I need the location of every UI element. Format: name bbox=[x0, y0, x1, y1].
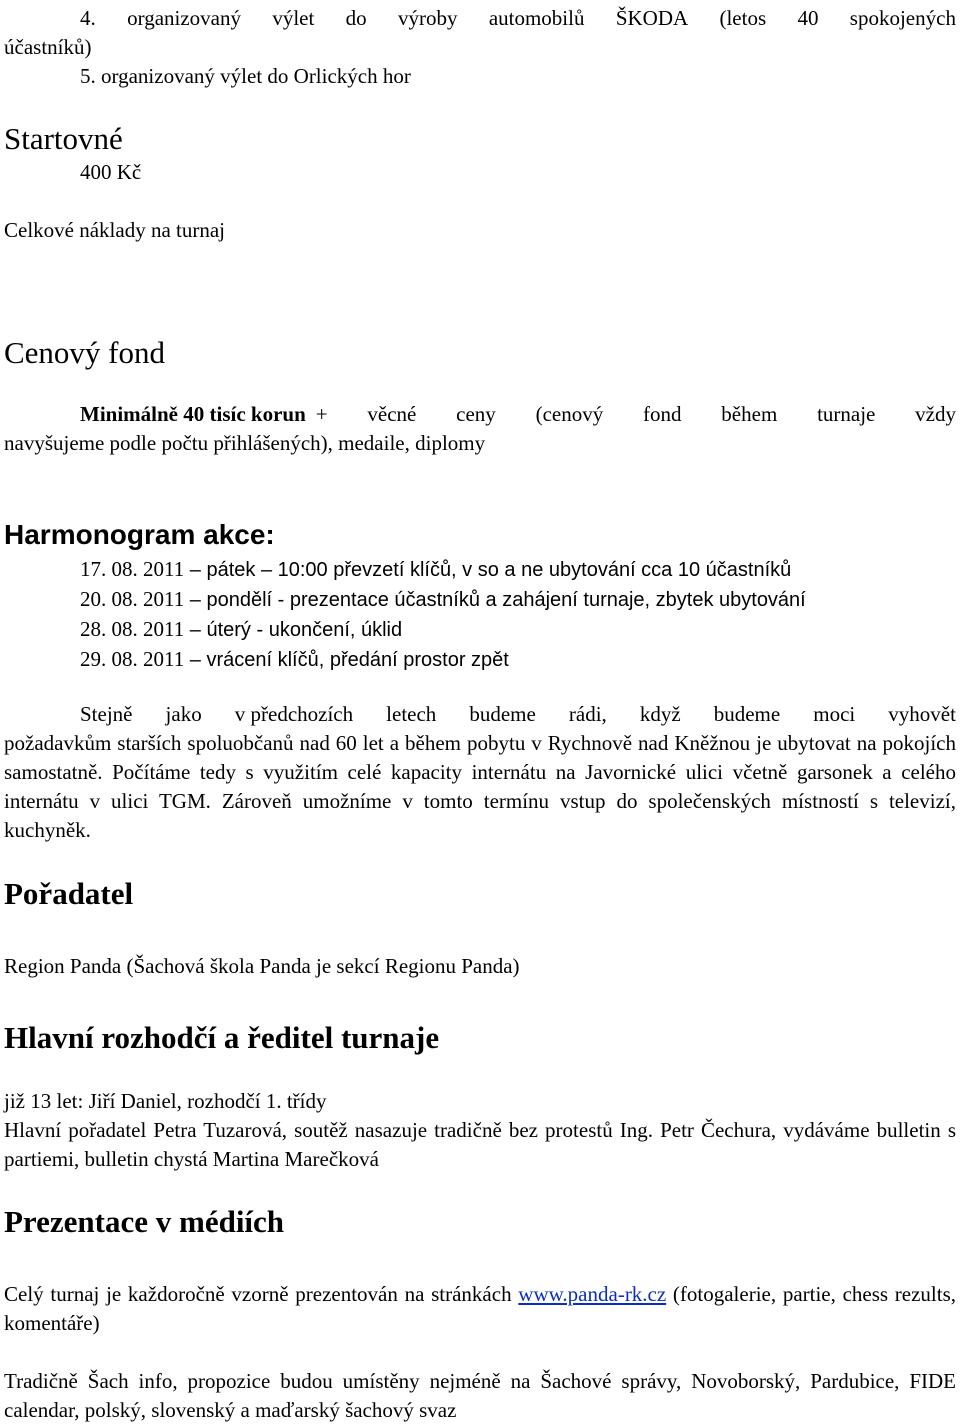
schedule-row bbox=[80, 645, 956, 675]
line1-rest: + věcné ceny (cenový fond během turnaje vždy bbox=[315, 402, 956, 426]
schedule-text: – pátek – 10:00 převzetí klíčů, v so a ne ubytování cca 10 účastníků bbox=[184, 559, 792, 581]
word: výlet bbox=[272, 6, 315, 30]
schedule-date: 17. 08. 2011 bbox=[80, 557, 185, 581]
word: když bbox=[639, 702, 681, 726]
cenovy-fond-heading: Cenový fond bbox=[4, 335, 166, 370]
word: 4. bbox=[80, 6, 96, 30]
min-amount: Minimálně 40 tisíc korun bbox=[80, 402, 306, 426]
trip-item-4-line2: účastníků) bbox=[4, 35, 92, 59]
media-text-after: (fotogalerie, partie, chess rezults, komentáře) bbox=[4, 1282, 957, 1335]
word: výroby bbox=[397, 6, 458, 30]
word: Stejně bbox=[80, 702, 133, 726]
media-text-before: Celý turnaj je každoročně vzorně prezentován na stránkách bbox=[4, 1282, 519, 1306]
costs-label: Celkové náklady na turnaj bbox=[4, 218, 226, 242]
word: (letos bbox=[719, 6, 767, 30]
schedule-row bbox=[80, 585, 956, 615]
harmonogram-list bbox=[4, 555, 956, 675]
word: organizovaný bbox=[127, 6, 241, 30]
poradatel-text: Region Panda (Šachová škola Panda je sekcí Regionu Panda) bbox=[4, 954, 520, 978]
word: budeme bbox=[713, 702, 781, 726]
schedule-text: – vrácení klíčů, předání prostor zpět bbox=[184, 649, 509, 671]
cenovy-fond-text bbox=[4, 400, 956, 458]
word: ŠKODA bbox=[615, 6, 689, 30]
word: rádi, bbox=[568, 702, 607, 726]
seniors-rest: požadavkům starších spoluobčanů nad 60 let a během pobytu v Rychnově nad Kněžnou je ubytovat na pokojích samostatně. Počítáme tedy s využitím celé kapacity internátu na Javornické ulici včetně garsonek a celého internátu v ulici TGM. Zároveň umožníme v tomto termínu vstup do společenských místností s televizí, kuchyněk. bbox=[4, 731, 956, 842]
rozhodci-heading: Hlavní rozhodčí a ředitel turnaje bbox=[4, 1020, 440, 1055]
cenovy-fond-line2: navyšujeme podle počtu přihlášených), medaile, diplomy bbox=[4, 431, 486, 455]
trip-item-5: 5. organizovaný výlet do Orlických hor bbox=[80, 64, 411, 88]
word: moci bbox=[813, 702, 856, 726]
word: 40 bbox=[797, 6, 819, 30]
poradatel-heading: Pořadatel bbox=[4, 876, 134, 911]
startovne-amount: 400 Kč bbox=[80, 160, 142, 184]
startovne-heading: Startovné bbox=[4, 121, 123, 156]
word: v předchozích bbox=[234, 702, 354, 726]
schedule-row bbox=[80, 615, 956, 645]
panda-website-link[interactable]: www.panda-rk.cz bbox=[518, 1282, 667, 1306]
media-heading: Prezentace v médiích bbox=[4, 1204, 285, 1239]
seniors-paragraph bbox=[4, 700, 956, 845]
rozhodci-rest: Hlavní pořadatel Petra Tuzarová, soutěž nasazuje tradičně bez protestů Ing. Petr Čechura, vydáváme bulletin s partiemi, bulletin chystá Martina Marečková bbox=[4, 1118, 956, 1171]
schedule-date: 29. 08. 2011 bbox=[80, 647, 185, 671]
word: do bbox=[345, 6, 367, 30]
schedule-row bbox=[80, 555, 956, 585]
media-paragraph bbox=[4, 1280, 956, 1338]
harmonogram-heading: Harmonogram akce: bbox=[4, 519, 275, 550]
word: spokojených bbox=[849, 6, 956, 30]
schedule-text: – úterý - ukončení, úklid bbox=[184, 619, 403, 641]
schedule-text: – pondělí - prezentace účastníků a zahájení turnaje, zbytek ubytování bbox=[184, 589, 806, 611]
rozhodci-line1: již 13 let: Jiří Daniel, rozhodčí 1. třídy bbox=[4, 1089, 327, 1113]
cenovy-fond-line1 bbox=[4, 400, 956, 429]
trip-item-4-line1 bbox=[4, 4, 956, 33]
word: automobilů bbox=[488, 6, 585, 30]
word: budeme bbox=[469, 702, 536, 726]
word: vyhovět bbox=[888, 702, 956, 726]
media-paragraph-2: Tradičně Šach info, propozice budou umístěny nejméně na Šachové správy, Novoborský, Pardubice, FIDE calendar, polský, slovenský a maďarský šachový svaz bbox=[4, 1369, 956, 1422]
trip-item-4 bbox=[4, 4, 956, 62]
seniors-line1 bbox=[4, 700, 956, 729]
schedule-date: 28. 08. 2011 bbox=[80, 617, 185, 641]
schedule-date: 20. 08. 2011 bbox=[80, 587, 185, 611]
word: letech bbox=[386, 702, 437, 726]
word: jako bbox=[165, 702, 202, 726]
